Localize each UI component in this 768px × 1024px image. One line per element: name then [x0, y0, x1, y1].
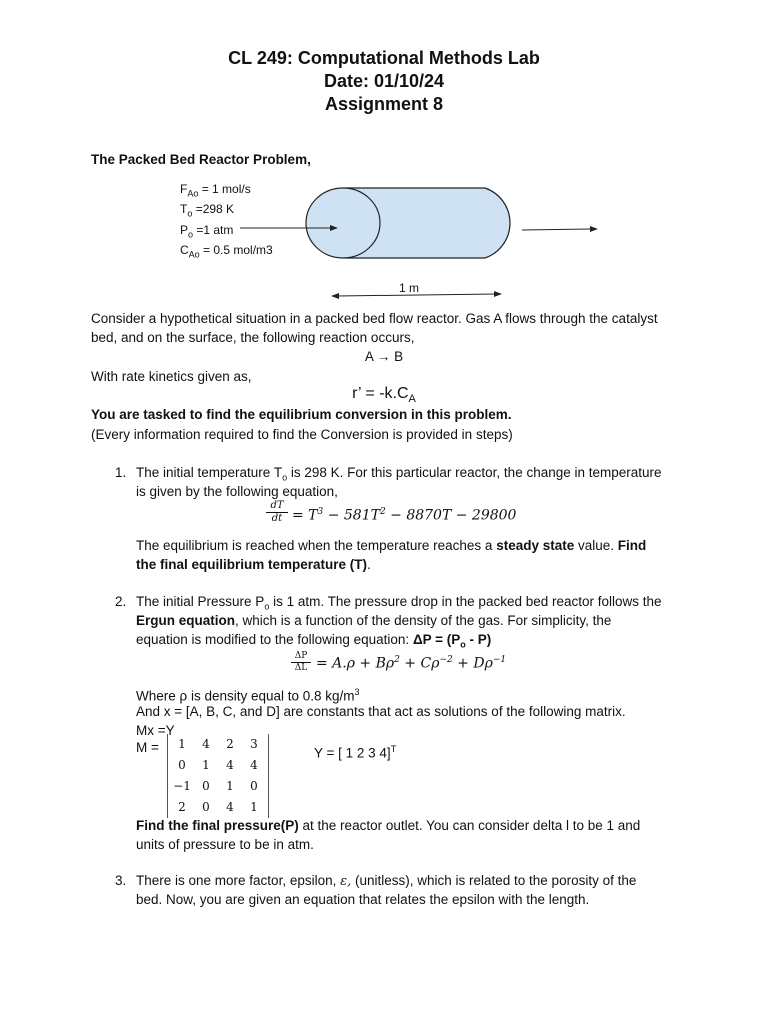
matrix-row	[170, 734, 266, 755]
step2-line-2: Ergun equation, which is a function of the density of the gas. For simplicity, the	[136, 613, 612, 628]
constants-line: And x = [A, B, C, and D] are constants that act as solutions of the following matrix.	[136, 704, 626, 719]
matrix-row	[170, 797, 266, 818]
intro-line-1: Consider a hypothetical situation in a packed bed flow reactor. Gas A flows through the catalyst	[91, 311, 658, 326]
matrix-cell: 3	[250, 737, 258, 751]
matrix-cell: 4	[226, 758, 234, 772]
matrix-cell: 1	[250, 800, 258, 814]
ergun-equation: = $A.\rho + B\rho^2 + C\rho^{-2} + D\rho^{-1}$	[316, 655, 507, 672]
course-title: CL 249: Computational Methods Lab	[228, 48, 540, 68]
step1-find-line: the final equilibrium temperature (T).	[136, 557, 371, 572]
step3-line-2: bed. Now, you are given an equation that relates the epsilon with the length.	[136, 892, 590, 907]
rate-equation: r’ = $-k.C_A$	[352, 385, 416, 406]
density-line: Where ρ is density equal to 0.8 $kg/m^3$	[136, 687, 360, 704]
date-line: Date: 01/10/24	[323, 71, 445, 91]
step1-line-1: The initial temperature $T_o$ is 298 K. For this particular reactor, the change in temperature	[136, 465, 662, 483]
matrix-cell: −1	[173, 779, 191, 793]
matrix-cell: 1	[178, 737, 186, 751]
matrix-cell: 4	[226, 800, 234, 814]
m-label: M =	[136, 740, 159, 755]
matrix-cell: 0	[202, 800, 210, 814]
find-pressure-line: Find the final pressure(P) at the reactor outlet. You can consider delta l to be 1 and	[136, 818, 641, 833]
matrix-cell: 4	[202, 737, 210, 751]
step1-number: 1.	[115, 465, 127, 480]
assignment-title: Assignment 8	[324, 94, 444, 114]
step2-number: 2.	[115, 594, 127, 609]
rate-intro: With rate kinetics given as,	[91, 369, 252, 384]
matrix-m	[167, 734, 269, 818]
y-vector: Y = [ 1 2 3 4]$^T$	[314, 744, 397, 761]
matrix-row	[170, 776, 266, 797]
matrix-row	[170, 755, 266, 776]
step1-equilibrium-line: The equilibrium is reached when the temperature reaches a steady state value. Find	[136, 538, 647, 553]
task-note: (Every information required to find the Conversion is provided in steps)	[91, 427, 513, 442]
step3-number: 3.	[115, 873, 127, 888]
matrix-cell: 0	[202, 779, 210, 793]
matrix-cell: 0	[250, 779, 258, 793]
step3-line-1: There is one more factor, epsilon, ε, (unitless), which is related to the porosity of the	[136, 873, 637, 889]
outlet-arrow	[522, 229, 592, 230]
matrix-cell: 1	[226, 779, 234, 793]
step1-line-2: is given by the following equation,	[136, 484, 338, 499]
step2-line-3: equation is modified to the following equation: $\Delta P = (P_o - P)$	[136, 632, 492, 650]
step2-line-1: The initial Pressure $P_o$ is 1 atm. The pressure drop in the packed bed reactor follows the	[136, 594, 662, 612]
reaction: A → B	[364, 349, 404, 364]
matrix-cell: 4	[250, 758, 258, 772]
task-statement: You are tasked to find the equilibrium conversion in this problem.	[91, 407, 512, 422]
pressure-units-line: units of pressure to be in atm.	[136, 837, 314, 852]
mx-equation: Mx =Y	[136, 723, 175, 738]
matrix-cell: 2	[226, 737, 234, 751]
matrix-cell: 1	[202, 758, 210, 772]
dpdl-fraction: ΔP ΔL	[291, 651, 311, 674]
matrix-cell: 2	[178, 800, 186, 814]
feed-conditions: $F_{Ao} = 1$ mol/s $T_o =298$ K $P_o =1$ atm $C_{Ao} = 0.5$ mol/m3	[180, 182, 273, 260]
problem-title: The Packed Bed Reactor Problem,	[91, 152, 311, 167]
intro-line-2: bed, and on the surface, the following reaction occurs,	[91, 330, 415, 345]
length-label: 1 m	[399, 281, 420, 295]
matrix-cell: 0	[178, 758, 186, 772]
temperature-equation: = $T^3 - 581T^2 - 8870T - 29800$	[292, 507, 517, 524]
dtdt-fraction: dT dt	[266, 500, 288, 525]
reactor-inlet-face	[306, 188, 380, 258]
